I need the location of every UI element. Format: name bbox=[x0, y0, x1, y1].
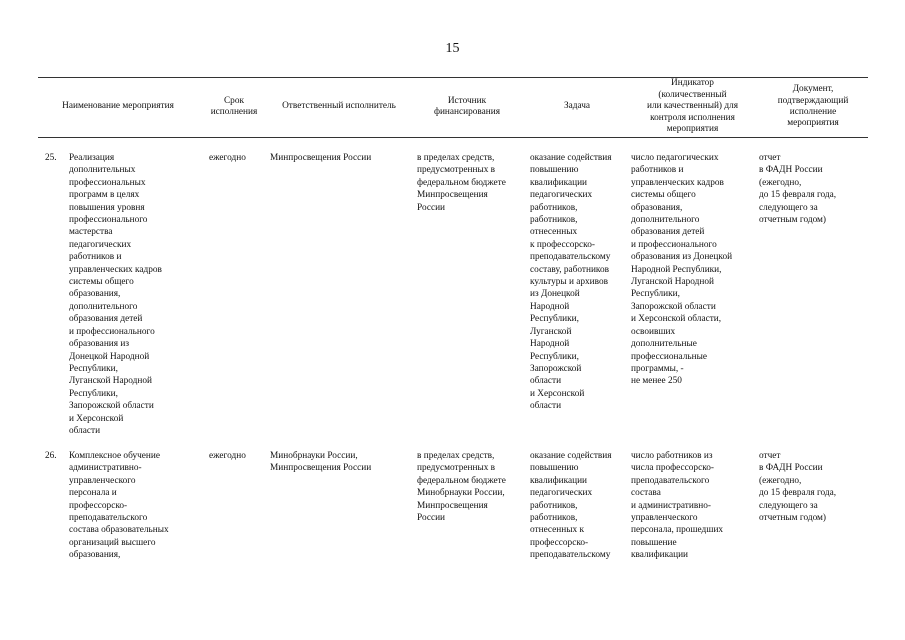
row-term: ежегодно bbox=[209, 451, 246, 461]
table-header-rule bbox=[38, 137, 868, 138]
header-document: Документ, подтверждающий исполнение мероприятия bbox=[777, 84, 849, 129]
row-term: ежегодно bbox=[209, 153, 246, 163]
row-indicator: число педагогических работников и управленческих кадров системы общего образования, дополнительного образования детей и профессионального образования из Донецкой Народной Республики, Луганской Народной Республики, Запорожской области и Херсонской области, освоивших дополнительные профессиональные программы, - не менее 250 bbox=[631, 153, 733, 387]
header-indicator: Индикатор (количественный или качественный) для контроля исполнения мероприятия bbox=[647, 78, 738, 135]
row-document: отчет в ФАДН России (ежегодно, до 15 февраля года, следующего за отчетным годом) bbox=[759, 451, 837, 524]
row-number: 25. bbox=[45, 153, 57, 163]
row-name: Комплексное обучение административно- управленческого персонала и профессорско- преподавательского состава образовательных организаций высшего образования, bbox=[69, 451, 169, 561]
header-executor: Ответственный исполнитель bbox=[282, 101, 396, 112]
header-name: Наименование мероприятия bbox=[62, 101, 174, 112]
row-source: в пределах средств, предусмотренных в федеральном бюджете Минпросвещения России bbox=[417, 153, 506, 213]
header-term: Срок исполнения bbox=[210, 95, 258, 117]
row-indicator: число работников из числа профессорско- преподавательского состава и административно- управленческого персонала, прошедших повышение квалификации bbox=[631, 451, 724, 561]
row-document: отчет в ФАДН России (ежегодно, до 15 февраля года, следующего за отчетным годом) bbox=[759, 153, 837, 226]
row-executor: Минпросвещения России bbox=[270, 153, 372, 163]
row-task: оказание содействия повышению квалификации педагогических работников, работников, отнесенных к профессорско- преподавательскому составу, работников культуры и архивов из Донецкой Народной Республики, Луганской Народной Республики, Запорожской области и Херсонской области bbox=[530, 153, 612, 412]
row-name: Реализация дополнительных профессиональных программ в целях повышения уровня профессионального мастерства педагогических работников и управленческих кадров системы общего образования, дополнительного образования детей и профессионального образования из Донецкой Народной Республики, Луганской Народной Республики, Запорожской области и Херсонской области bbox=[69, 153, 162, 436]
row-executor: Минобрнауки России, Минпросвещения России bbox=[270, 451, 372, 474]
header-source: Источник финансирования bbox=[433, 95, 501, 117]
row-number: 26. bbox=[45, 451, 57, 461]
row-source: в пределах средств, предусмотренных в федеральном бюджете Минобрнауки России, Минпросвещения России bbox=[417, 451, 506, 524]
page-number: 15 bbox=[445, 41, 460, 56]
header-task: Задача bbox=[563, 101, 591, 112]
row-task: оказание содействия повышению квалификации педагогических работников, работников, отнесенных к профессорско- преподавательскому bbox=[530, 451, 612, 561]
